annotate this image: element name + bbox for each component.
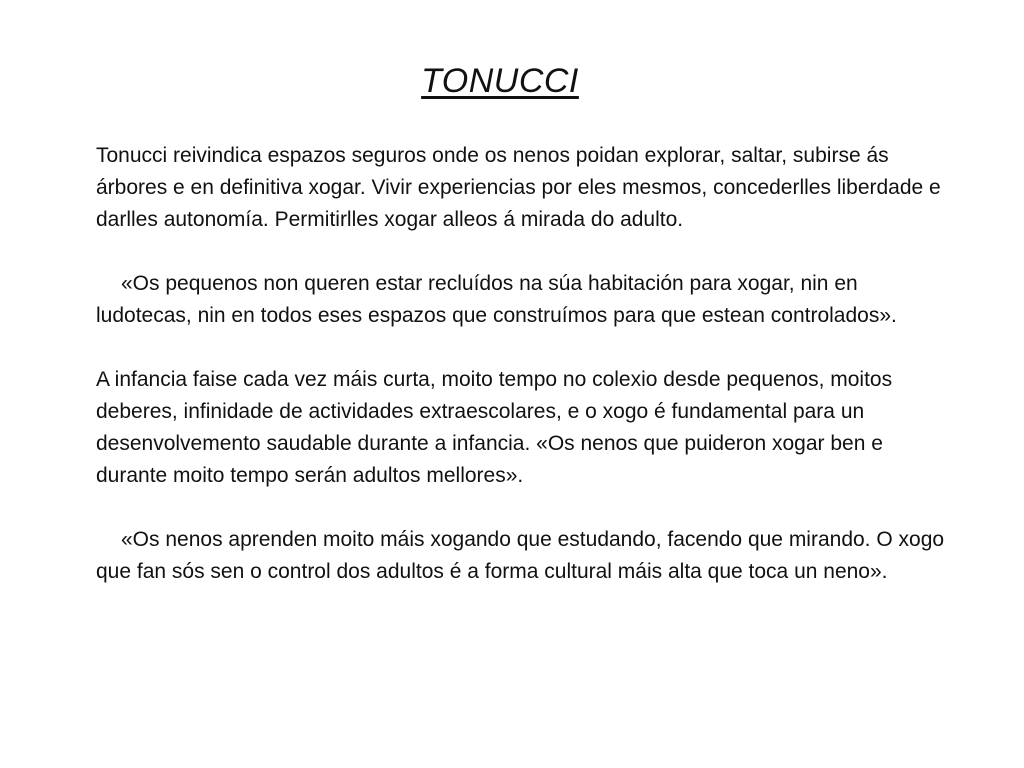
paragraph-childhood: A infancia faise cada vez máis curta, moito tempo no colexio desde pequenos, moitos deberes, infinidade de actividades extraescolares, e o xogo é fundamental para un desenvolvemento saudable durante a infancia. «Os nenos que puideron xogar ben e durante moito tempo serán adultos mellores». xyxy=(96,368,893,487)
slide-title: TONUCCI xyxy=(421,62,579,100)
paragraph-quote-spaces: «Os pequenos non queren estar recluídos na súa habitación para xogar, nin en ludotecas, nin en todos eses espazos que construímos para que estean controlados». xyxy=(96,272,897,327)
paragraph-quote-learning: «Os nenos aprenden moito máis xogando que estudando, facendo que mirando. O xogo que fan sós sen o control dos adultos é a forma cultural máis alta que toca un neno». xyxy=(96,528,945,583)
paragraph-intro: Tonucci reivindica espazos seguros onde os nenos poidan explorar, saltar, subirse ás árbores e en definitiva xogar. Vivir experiencias por eles mesmos, concederlles liberdade e darlles autonomía. Permitirlles xogar alleos á mirada do adulto. xyxy=(96,144,941,231)
slide-body xyxy=(96,140,956,620)
